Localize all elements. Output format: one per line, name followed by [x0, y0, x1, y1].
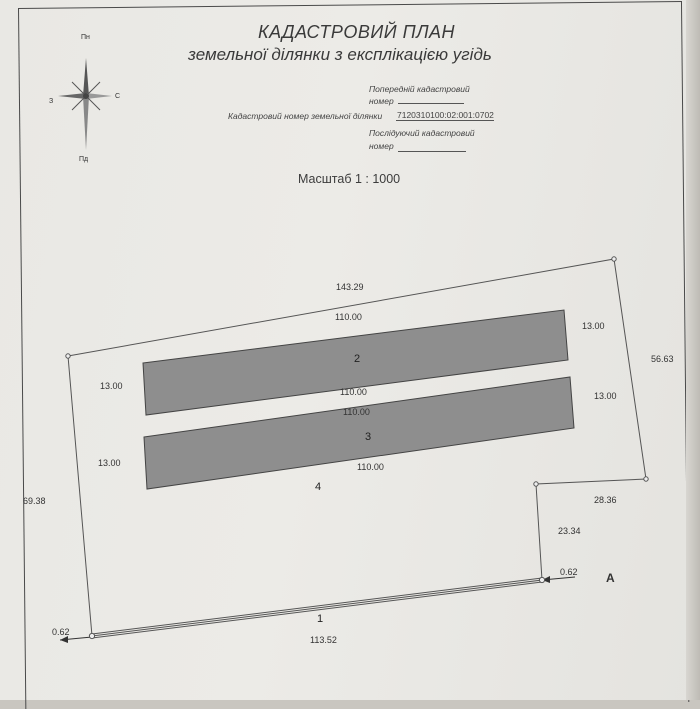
- rect2-id: 2: [354, 353, 361, 365]
- compass-north: Пн: [81, 34, 90, 41]
- paper-edge: [686, 0, 700, 700]
- cadastral-number-value: 7120310100:02:001:0702: [397, 110, 494, 120]
- document-title: КАДАСТРОВИЙ ПЛАН: [258, 22, 456, 42]
- rect3-length-top: 110.00: [343, 407, 370, 417]
- cadastral-number-label: Кадастровий номер земельної ділянки: [228, 111, 383, 121]
- dim-bottom-boundary: 113.52: [310, 635, 337, 645]
- dim-left-side: 69.38: [23, 496, 46, 506]
- dim-right-upper: 56.63: [651, 354, 674, 364]
- compass-east: С: [115, 93, 121, 100]
- rect2-length-top: 110.00: [335, 312, 362, 322]
- rect2-width-left: 13.00: [100, 381, 123, 391]
- rect3-width-right: 13.00: [594, 391, 617, 401]
- rect3-width-left: 13.00: [98, 458, 121, 468]
- dim-right-lower: 23.34: [558, 526, 581, 536]
- compass-west: З: [49, 98, 54, 105]
- point-a-label: A: [606, 571, 615, 585]
- compass-south: Пд: [79, 156, 89, 163]
- parcel-1-label: 1: [317, 613, 324, 625]
- prev-number-label-2: номер: [369, 96, 394, 106]
- next-number-label: Послідуючий кадастровий: [369, 128, 475, 138]
- dim-corner-offset-right: 0.62: [560, 567, 578, 577]
- rect3-id: 3: [365, 431, 372, 443]
- rect3-length-bottom: 110.00: [357, 462, 384, 472]
- rect2-width-right: 13.00: [582, 321, 605, 331]
- document-subtitle: земельної ділянки з експлікацією угідь: [188, 45, 492, 64]
- dim-right-step: 28.36: [594, 495, 617, 505]
- compass-rose-icon: [49, 34, 120, 163]
- scale-label: Масштаб 1 : 1000: [298, 172, 401, 186]
- parcel-4-label: 4: [315, 481, 322, 493]
- dim-corner-offset-left: 0.62: [52, 627, 70, 637]
- dim-top-boundary: 143.29: [336, 282, 364, 292]
- next-number-label-2: номер: [369, 141, 394, 151]
- prev-number-label: Попередній кадастровий: [369, 84, 470, 94]
- rect2-length-bottom: 110.00: [340, 387, 367, 397]
